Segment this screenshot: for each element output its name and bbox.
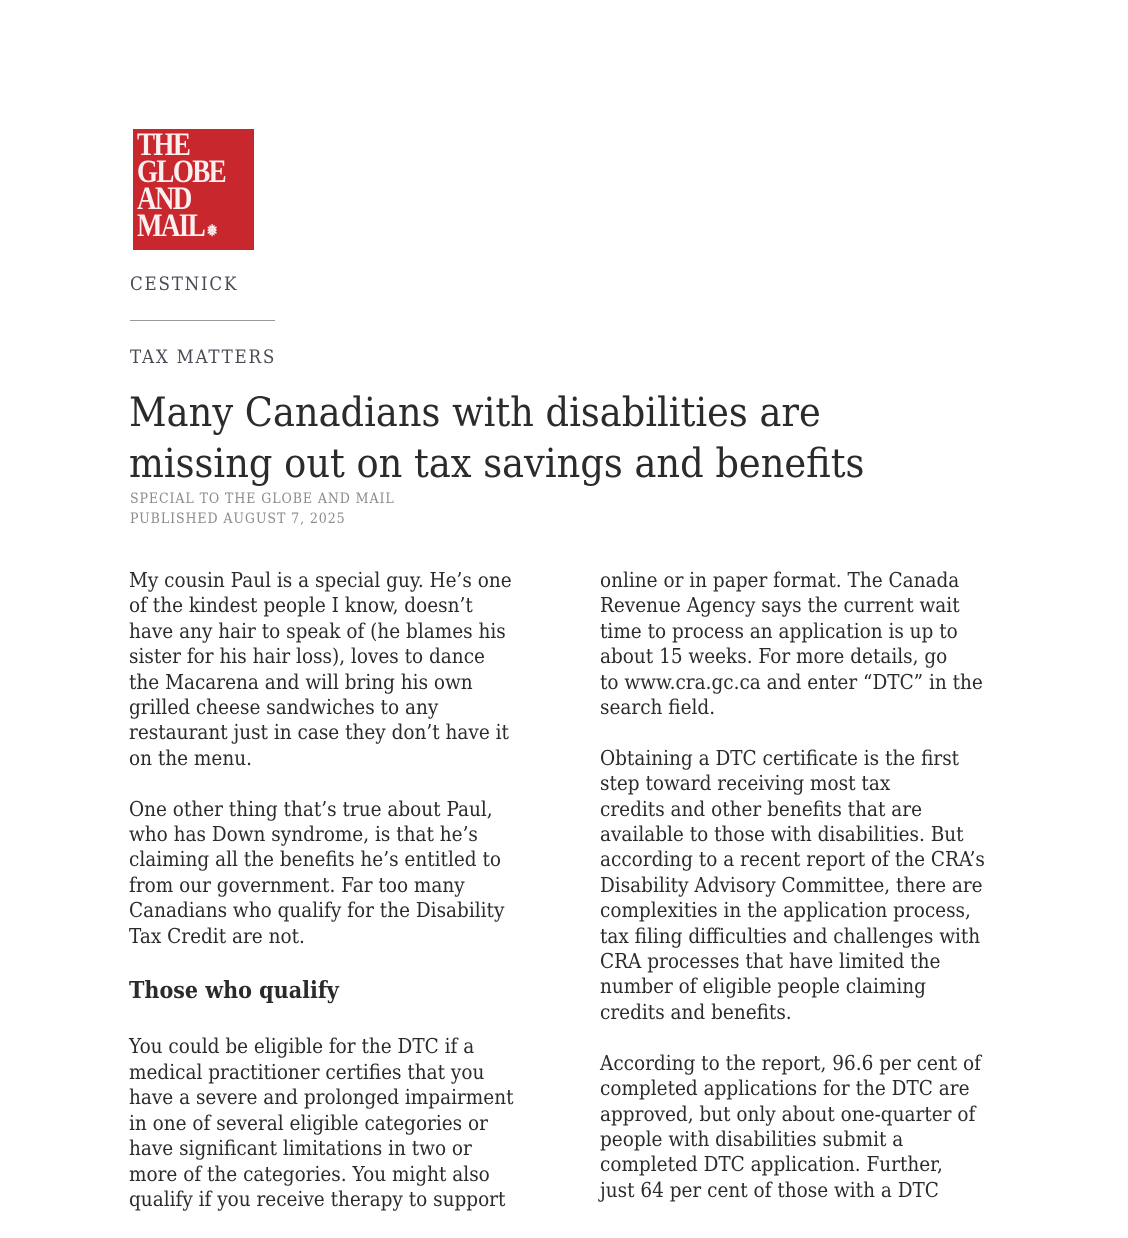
paragraph (600, 568, 987, 720)
text-line: restaurant just in case they don’t have it (129, 720, 509, 745)
text-line: Obtaining a DTC certificate is the first (600, 745, 960, 770)
text-line: My cousin Paul is a special guy. He’s one (129, 568, 512, 592)
text-line: in one of several eligible categories or (129, 1110, 488, 1135)
page-title (129, 388, 864, 490)
byline (130, 489, 395, 529)
text-line: who has Down syndrome, is that he’s (129, 822, 478, 847)
text-line: people with disabilities submit a (600, 1126, 904, 1151)
text-line: grilled cheese sandwiches to any (129, 695, 439, 720)
section-label[interactable]: TAX MATTERS (130, 346, 277, 368)
text-line: from our government. Far too many (129, 872, 465, 897)
text-line: online or in paper format. The Canada (600, 568, 960, 592)
text-line: more of the categories. You might also (129, 1161, 490, 1186)
text-line: according to a recent report of the CRA’s (600, 847, 985, 872)
text-line: have any hair to speak of (he blames his (129, 618, 506, 643)
text-line: number of eligible people claiming (600, 974, 926, 999)
columnist-name[interactable]: CESTNICK (130, 273, 239, 295)
paragraph (129, 797, 516, 949)
text-line: time to process an application is up to (600, 618, 958, 643)
text-line: about 15 weeks. For more details, go (600, 644, 948, 669)
text-line: have a severe and prolonged impairment (129, 1085, 514, 1110)
text-line: have significant limitations in two or (129, 1136, 472, 1161)
text-line[interactable]: to www.cra.gc.ca and enter “DTC” in the (600, 669, 983, 694)
text-line: search field. (600, 695, 716, 720)
article-column-right (600, 568, 1030, 1229)
text-line: CRA processes that have limited the (600, 949, 941, 974)
text-line: qualify if you receive therapy to support (129, 1186, 506, 1211)
text-line: available to those with disabilities. But (600, 822, 964, 847)
text-line: tax filing difficulties and challenges with (600, 923, 981, 948)
logo-line (137, 208, 233, 245)
text-line: credits and other benefits that are (600, 796, 923, 821)
logo-line: GLOBE (137, 154, 226, 190)
text-line: complexities in the application process, (600, 898, 971, 923)
logo-line-text: MAIL (137, 208, 205, 244)
text-line: claiming all the benefits he’s entitled to (129, 847, 501, 872)
logo-line: THE (137, 127, 190, 163)
headline-line: Many Canadians with disabilities are (129, 390, 821, 436)
divider (130, 320, 275, 321)
article-column-left (129, 568, 559, 1238)
text-line: approved, but only about one-quarter of (600, 1101, 976, 1126)
text-line: You could be eligible for the DTC if a (129, 1034, 475, 1059)
text-line: on the menu. (129, 745, 252, 770)
byline-credit: SPECIAL TO THE GLOBE AND MAIL (130, 491, 395, 507)
text-line: medical practitioner certifies that you (129, 1059, 485, 1084)
paragraph (600, 746, 987, 1025)
text-line: Canadians who qualify for the Disability (129, 898, 505, 923)
subheading: Those who qualify (129, 977, 339, 1005)
text-line: completed DTC application. Further, (600, 1152, 943, 1177)
maple-leaf-icon: ❅ (206, 223, 218, 240)
headline-line: missing out on tax savings and benefits (129, 441, 865, 487)
text-line: One other thing that’s true about Paul, (129, 796, 493, 821)
text-line: sister for his hair loss), loves to dance (129, 644, 485, 669)
text-line: completed applications for the DTC are (600, 1076, 970, 1101)
paragraph (129, 1034, 516, 1212)
text-line: Tax Credit are not. (129, 923, 305, 948)
text-line: According to the report, 96.6 per cent of (600, 1050, 981, 1075)
text-line: credits and benefits. (600, 999, 792, 1024)
text-line: of the kindest people I know, doesn’t (129, 593, 473, 618)
paragraph (129, 568, 516, 771)
text-line: Disability Advisory Committee, there are (600, 872, 983, 897)
text-line: just 64 per cent of those with a DTC (600, 1177, 939, 1202)
text-line: the Macarena and will bring his own (129, 669, 473, 694)
text-line: step toward receiving most tax (600, 771, 891, 796)
globe-and-mail-logo (133, 129, 254, 250)
publish-date: PUBLISHED AUGUST 7, 2025 (130, 511, 346, 527)
logo-line: AND (137, 181, 191, 217)
text-line: Revenue Agency says the current wait (600, 593, 960, 618)
paragraph (600, 1051, 987, 1203)
